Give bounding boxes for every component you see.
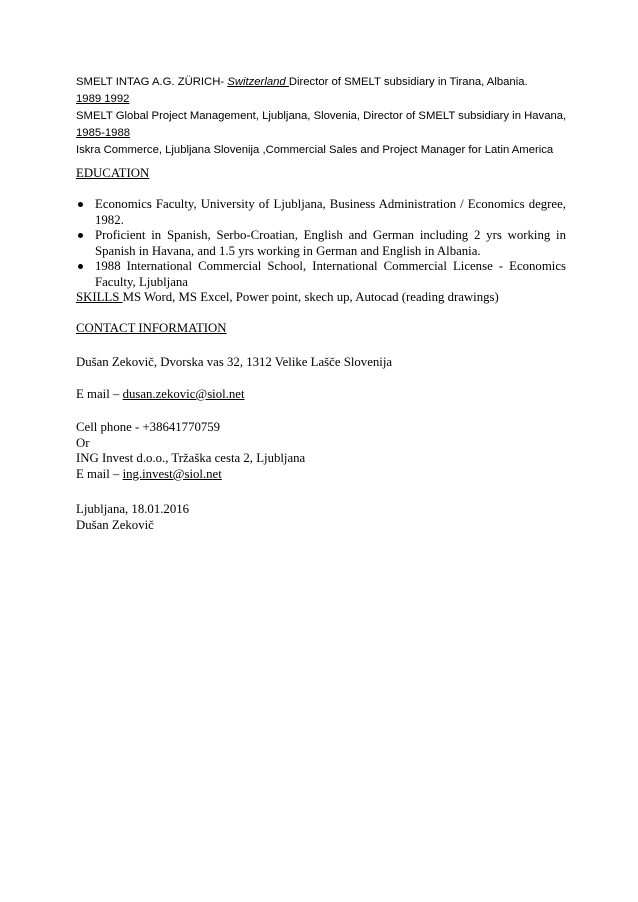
contact-heading: CONTACT INFORMATION	[76, 321, 227, 335]
education-heading: EDUCATION	[76, 166, 150, 180]
bullet-icon	[78, 233, 83, 238]
company-email-line	[76, 467, 566, 483]
bullet-icon	[78, 202, 83, 207]
company-country: Switzerland	[227, 76, 289, 88]
experience-line-3: SMELT Global Project Management, Ljubljana, Slovenia, Director of SMELT subsidiary in Havana,	[76, 110, 567, 122]
experience-section	[76, 74, 566, 159]
experience-line-5: Iskra Commerce, Ljubljana Slovenija ,Commercial Sales and Project Manager for Latin America	[76, 144, 554, 156]
education-item-text: 1988 International Commercial School, International Commercial License - Economics Faculty, Ljubljana	[95, 259, 566, 289]
contact-email-line	[76, 387, 566, 403]
or-text: Or	[76, 435, 90, 450]
email-label: E mail –	[76, 387, 123, 401]
place-date: Ljubljana, 18.01.2016	[76, 502, 190, 516]
company-address: ING Invest d.o.o., Tržaška cesta 2, Ljubljana	[76, 451, 306, 465]
skills-text: MS Word, MS Excel, Power point, skech up, Autocad (reading drawings)	[122, 290, 499, 304]
email-link[interactable]: dusan.zekovic@siol.net	[122, 387, 245, 401]
education-item	[76, 228, 566, 259]
company-email-link[interactable]: ing.invest@siol.net	[122, 466, 222, 481]
education-item-text: Proficient in Spanish, Serbo-Croatian, English and German including 2 yrs working in Spanish in Havana, and 1.5 yrs working in German and English in Albania.	[95, 228, 566, 258]
experience-years-1: 1989 1992	[76, 93, 130, 105]
education-list	[76, 197, 566, 290]
education-item	[76, 259, 566, 290]
cell-phone: Cell phone - +38641770759	[76, 420, 221, 434]
education-item-text: Economics Faculty, University of Ljubljana, Business Administration / Economics degree, 1982.	[95, 197, 566, 227]
signature-block	[76, 502, 566, 533]
contact-details	[76, 420, 566, 482]
skills-heading: SKILLS	[76, 290, 123, 304]
education-item	[76, 197, 566, 228]
job-role: Director of SMELT subsidiary in Tirana, Albania.	[288, 76, 528, 88]
company-name: SMELT INTAG A.G. ZÜRICH-	[76, 76, 228, 88]
bullet-icon	[78, 264, 83, 269]
email-label: E mail –	[76, 466, 123, 481]
experience-years-2: 1985-1988	[76, 127, 131, 139]
experience-line-1	[76, 74, 566, 91]
skills-line	[76, 290, 566, 306]
contact-address: Dušan Zekovič, Dvorska vas 32, 1312 Velike Lašče Slovenija	[76, 355, 393, 369]
signature-name: Dušan Zekovič	[76, 517, 154, 532]
